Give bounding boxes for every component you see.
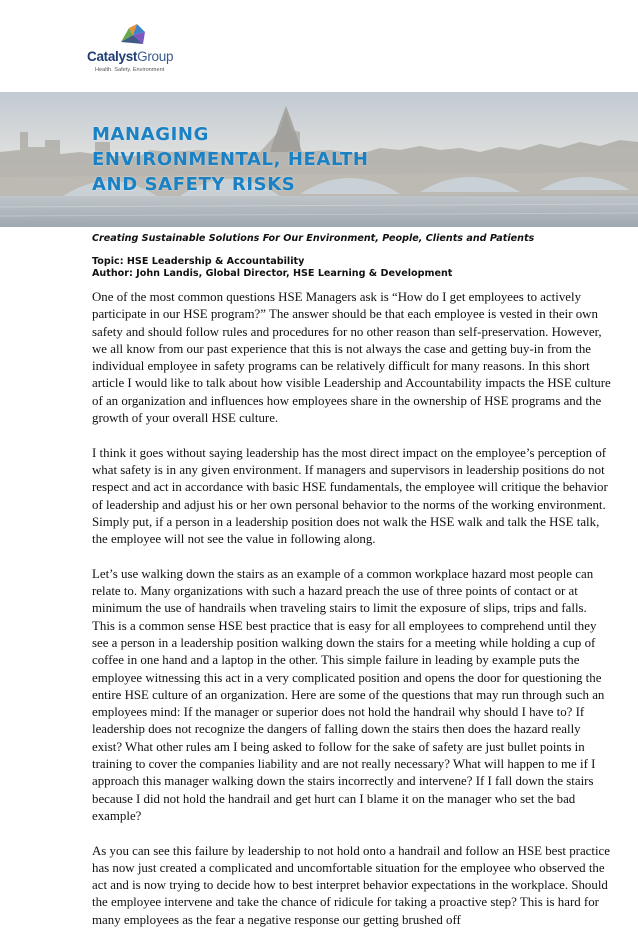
logo-tagline: Health. Safety. Environment [95, 67, 165, 73]
paragraph-2: I think it goes without saying leadership has the most direct impact on the employee’s perception of what safety is in any given environment. If managers and supervisors in leadership positions do not respect and act in accordance with basic HSE fundamentals, the employee will critique the behavior of leadership and adjust his or her own personal behavior to the norms of the working environment. Simply put, if a person in a leadership position does not walk the HSE walk and talk the HSE talk, the employee will not see the value in following along. [92, 445, 608, 547]
logo-name-part1: Catalyst [87, 49, 138, 64]
paragraph-4: As you can see this failure by leadership to not hold onto a handrail and follow an HSE best practice has now just created a complicated and uncomfortable situation for the employee who observed the act and is now trying to decide how to best interpret behavior expectations in the workplace. Should the employee intervene and take the chance of ridicule for taking a proactive step? This is hard for many employees as the fear a negative response our getting brushed off [92, 843, 610, 927]
title-line-2: ENVIRONMENTAL, HEALTH [92, 149, 369, 170]
title-line-1: MANAGING [92, 124, 209, 145]
title-line-3: AND SAFETY RISKS [92, 174, 296, 195]
article-body [92, 289, 612, 946]
logo-name-part2: Group [137, 49, 174, 64]
paragraph-3: Let’s use walking down the stairs as an example of a common workplace hazard most people can relate to. Many organizations with such a hazard preach the use of three points of contact or at minimum the use of handrails when traveling stairs to limit the exposure of slips, trips and falls. This is a common sense HSE best practice that is easy for all employees to comprehend until they see a person in a leadership position walking down the stairs for a meeting while holding a cup of coffee in one hand and a laptop in the other. This simple failure in leading by example puts the employee witnessing this act in a very complicated position and opens the door for questioning the entire HSE culture of an organization. Here are some of the questions that may run through such an employees mind: If the manager or superior does not hold the handrail why should I have to? If leadership does not recognize the dangers of falling down the stairs then does the hazard really exist? What other rules am I being asked to follow for the sake of safety are just bullet points in training to cover the companies liability and are not really necessary? What will happen to me if I approach this manager walking down the stairs incorrectly and intervene? If I fall down the stairs because I did not hold the handrail and get hurt can I blame it on the manager who set the bad example? [92, 566, 605, 823]
subtitle: Creating Sustainable Solutions For Our Environment, People, Clients and Patients [92, 233, 535, 244]
topic-line: Topic: HSE Leadership & Accountability [92, 256, 305, 267]
author-line: Author: John Landis, Global Director, HSE Learning & Development [92, 268, 453, 279]
page-title [92, 122, 369, 197]
logo-wordmark [87, 49, 173, 64]
article-meta [92, 256, 452, 280]
paragraph-1: One of the most common questions HSE Managers ask is “How do I get employees to actively participate in our HSE program?” The answer should be that each employee is vested in their own safety and should follow rules and procedures for no other reason than self-preservation. However, we all know from our past experience that this is not always the case and getting buy-in from the individual employee in safety programs can be relatively difficult for many reasons. In this short article I would like to talk about how visible Leadership and Accountability impacts the HSE culture of an organization and influences how employees share in the ownership of HSE programs and the growth of your overall HSE culture. [92, 290, 611, 426]
catalyst-group-logo [83, 22, 183, 78]
catalyst-logo-mark-icon [115, 22, 151, 48]
